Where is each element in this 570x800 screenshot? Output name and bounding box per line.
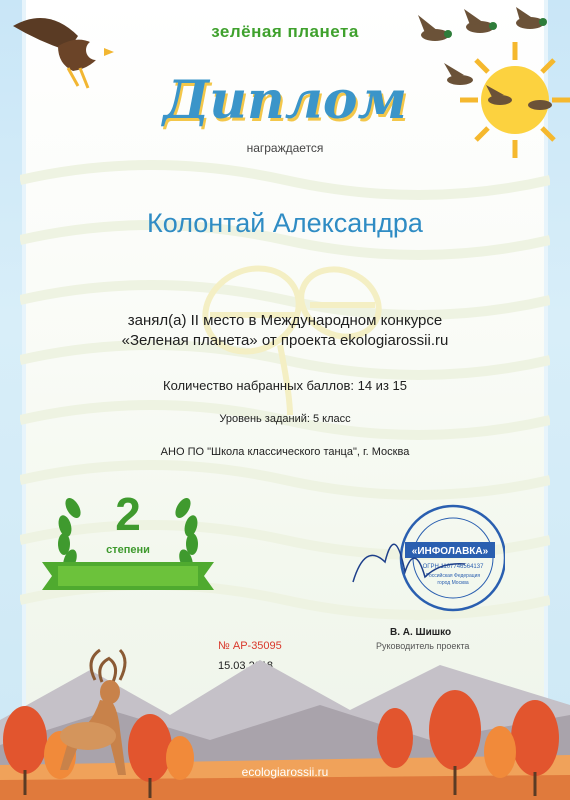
achievement-text — [0, 311, 570, 351]
degree-badge — [38, 478, 218, 598]
degree-number: 2 — [115, 488, 141, 540]
organization-text: АНО ПО "Школа классического танца", г. Москва — [160, 446, 410, 458]
signer-name: В. А. Шишко — [390, 627, 452, 638]
achievement-line-1: занял(а) II место в Международном конкурсе — [127, 312, 443, 329]
score-text: Количество набранных баллов: 14 из 15 — [163, 378, 407, 393]
recipient-name: Колонтай Александра — [147, 208, 423, 238]
stamp-city: город Москва — [437, 580, 469, 586]
stamp-brand: «ИНФОЛАВКА» — [411, 546, 489, 557]
certificate-number: № АР-35095 — [218, 640, 282, 652]
achievement-line-2: «Зеленая планета» от проекта ekologiarossii.ru — [121, 332, 449, 349]
stamp-country: Российская Федерация — [425, 573, 481, 579]
level-text: Уровень заданий: 5 класс — [219, 413, 351, 425]
diploma-title: Диплом — [162, 70, 408, 131]
certificate-date: 15.03.2018 — [218, 660, 274, 672]
signer-role: Руководитель проекта — [376, 641, 470, 651]
site-footer: ecologiarossii.ru — [241, 765, 329, 779]
brand-title: зелёная планета — [211, 22, 359, 41]
awarded-label: награждается — [246, 141, 324, 155]
stamp-ogrn: ОГРН 1107746564137 — [422, 564, 484, 570]
degree-label: степени — [106, 544, 150, 556]
landscape-illustration — [0, 630, 570, 800]
stamp-seal — [345, 502, 505, 614]
